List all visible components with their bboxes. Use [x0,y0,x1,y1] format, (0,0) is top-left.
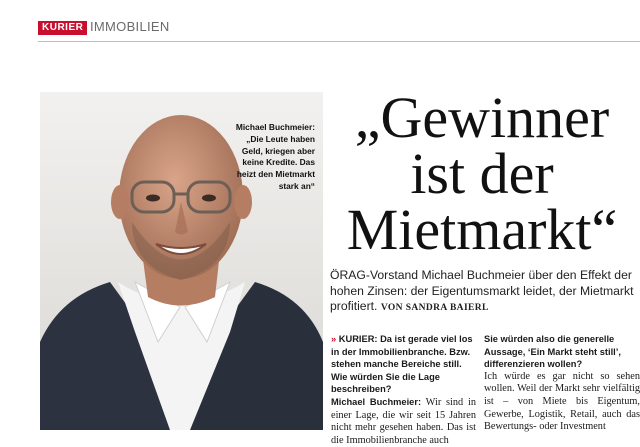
headline-line: „Gewinner [354,85,610,150]
teaser-text: ÖRAG-Vorstand Michael Buchmeier über den Effekt der hohen Zinsen: der Eigentumsmarkt leidet, der Mietmarkt profitiert. [330,268,634,314]
headline-line: Mietmarkt“ [346,197,618,262]
kurier-logo: KURIER [38,21,87,35]
question-text: KURIER: Da ist gerade viel los in der Immobilienbranche. Bzw. stehen manche Bereiche still. Wie würden Sie die Lage beschreiben? [331,334,473,395]
article-headline [332,85,632,262]
page-header [38,14,640,38]
portrait-photo [40,92,323,430]
interview-question: Sie würden also die generelle Aussage, ‘Ein Markt steht still’, differenzieren wollen? [484,334,621,370]
byline: VON SANDRA BAIERL [380,303,489,314]
interview-answer [331,396,476,447]
headline-line: ist der [410,141,554,206]
photo-caption: Michael Buchmeier: „Die Leute haben Geld, kriegen aber keine Kredite. Das heizt den Mietmarkt stark an“ [235,122,315,191]
article-teaser [330,268,635,317]
interview-question [331,333,476,396]
question-marker: » [331,334,337,344]
interview-answer: Ich würde es gar nicht so sehen wollen. Weil der Markt sehr vielfältig ist – von Miete bis Eigentum, Gewerbe, Logistik, Retail, auch das Bewertungs- oder Investment [484,370,640,433]
section-label: IMMOBILIEN [90,19,170,34]
speaker-name: Michael Buchmeier: [331,396,422,407]
answer-text: Wir sind in einer Lage, die wir seit 15 Jahren nicht mehr gesehen haben. Das ist die Immobilienbranche auch [331,396,476,446]
header-rule [38,41,640,42]
article-column-2 [484,333,640,434]
